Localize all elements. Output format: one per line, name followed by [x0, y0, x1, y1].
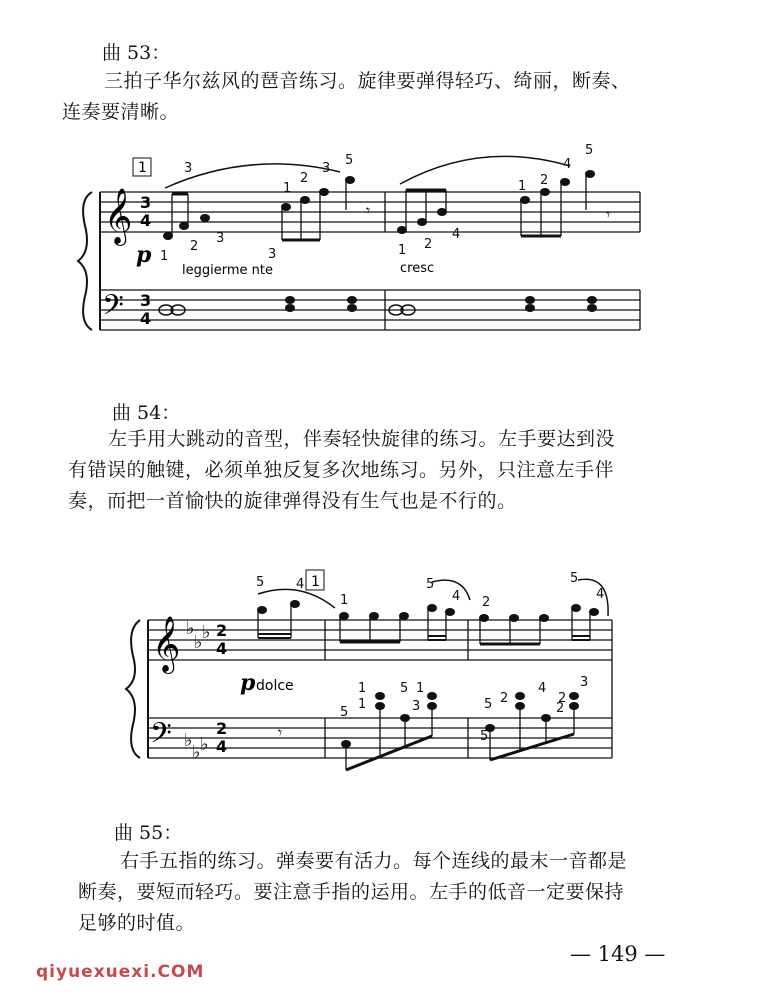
fingering: 5	[256, 575, 265, 590]
fingering: 1	[160, 249, 169, 264]
brace	[126, 620, 140, 758]
fingering: 1	[358, 681, 367, 696]
fingering: 2	[556, 701, 565, 716]
fingering: 1	[283, 181, 292, 196]
fingering: 2	[482, 595, 491, 610]
section-54-line-1: 左手用大跳动的音型，伴奏轻快旋律的练习。左手要达到没	[108, 428, 616, 450]
fingering: 1	[358, 697, 367, 712]
fingering: 1	[398, 243, 407, 258]
time-sig-bottom-bass: 4	[216, 737, 228, 756]
fingering: 4	[538, 681, 547, 696]
fingering: 1	[340, 593, 349, 608]
score-53	[0, 140, 772, 360]
time-sig-bottom: 4	[216, 639, 228, 658]
fingering: 3	[580, 675, 589, 690]
svg-text:𝄾: 𝄾	[278, 723, 283, 742]
svg-text:♭: ♭	[202, 622, 211, 643]
svg-text:♭: ♭	[186, 618, 195, 639]
fingering: 1	[518, 179, 527, 194]
dynamic-mark: p	[136, 242, 152, 268]
fingering: 5	[426, 577, 435, 592]
fingering: 2	[300, 171, 309, 186]
score-54	[0, 560, 772, 785]
fingering: 3	[184, 161, 193, 176]
fingering: 2	[424, 237, 433, 252]
fingering: 4	[452, 227, 461, 242]
fingering: 5	[345, 153, 354, 168]
svg-text:𝄾: 𝄾	[366, 201, 371, 220]
time-sig-top: 3	[140, 193, 152, 212]
expression-leggiermente: leggierme nte	[182, 263, 273, 278]
time-sig-top-bass: 2	[216, 719, 228, 738]
fingering: 2	[540, 173, 549, 188]
fingering: 1	[416, 681, 425, 696]
time-sig-top-bass: 3	[140, 291, 152, 310]
section-54-line-3: 奏，而把一首愉快的旋律弹得没有生气也是不行的。	[68, 490, 517, 512]
fingering: 3	[412, 699, 421, 714]
treble-notes	[257, 600, 599, 644]
fingering: 4	[563, 157, 572, 172]
fingering: 5	[400, 681, 409, 696]
section-55-line-3: 足够的时值。	[78, 912, 196, 934]
dynamic-mark: p	[240, 670, 256, 696]
page-number: — 149 —	[570, 942, 666, 966]
fingering: 2	[558, 691, 567, 706]
section-54-line-2: 有错误的触键，必须单独反复多次地练习。另外，只注意左手伴	[68, 459, 615, 481]
section-54-text	[68, 424, 616, 517]
notes-measure-2	[397, 170, 610, 236]
fingering: 2	[190, 239, 199, 254]
bass-clef-icon: 𝄢	[102, 289, 124, 329]
section-53-heading: 曲 53：	[102, 42, 171, 64]
section-55-heading: 曲 55：	[114, 822, 183, 844]
fingering: 5	[570, 571, 579, 586]
section-55-line-2: 断奏，要短而轻巧。要注意手指的运用。左手的低音一定要保持	[78, 881, 625, 903]
fingering: 2	[500, 691, 509, 706]
fingering: 5	[340, 705, 349, 720]
svg-text:♭: ♭	[192, 742, 201, 763]
fingering: 5	[484, 697, 493, 712]
svg-text:𝄾: 𝄾	[606, 205, 611, 224]
svg-text:♭: ♭	[194, 632, 203, 653]
treble-clef-icon: 𝄞	[152, 616, 181, 672]
measure-number: 1	[311, 574, 320, 590]
fingering: 4	[452, 589, 461, 604]
brace	[78, 192, 92, 330]
fingering: 3	[216, 231, 225, 246]
fingering: 3	[268, 247, 277, 262]
section-55-line-1: 右手五指的练习。弹奏要有活力。每个连线的最末一音都是	[120, 850, 628, 872]
fingering: 5	[480, 729, 489, 744]
fingering: 4	[296, 577, 305, 592]
treble-clef-icon: 𝄞	[104, 188, 133, 244]
fingering: 4	[596, 587, 605, 602]
section-55-text	[78, 846, 628, 939]
section-53-line-2: 连奏要清晰。	[62, 101, 180, 123]
fingering: 5	[585, 143, 594, 158]
time-sig-bottom-bass: 4	[140, 309, 152, 328]
svg-text:♭: ♭	[184, 730, 193, 751]
section-54-heading: 曲 54：	[112, 402, 181, 424]
watermark: qiyuexuexi.COM	[36, 962, 205, 982]
fingering: 3	[322, 161, 331, 176]
expression-cresc: cresc	[400, 261, 435, 276]
measure-number: 1	[138, 160, 147, 176]
section-53-line-1: 三拍子华尔兹风的琶音练习。旋律要弹得轻巧、绮丽，断奏、	[104, 70, 631, 92]
slur	[432, 580, 470, 600]
notes-measure-1	[163, 176, 370, 240]
svg-text:♭: ♭	[200, 734, 209, 755]
bass-notes	[159, 296, 597, 315]
time-sig-bottom: 4	[140, 211, 152, 230]
bass-clef-icon: 𝄢	[150, 717, 172, 757]
expression-dolce: dolce	[256, 678, 294, 694]
time-sig-top: 2	[216, 621, 228, 640]
section-53-text	[62, 66, 631, 128]
